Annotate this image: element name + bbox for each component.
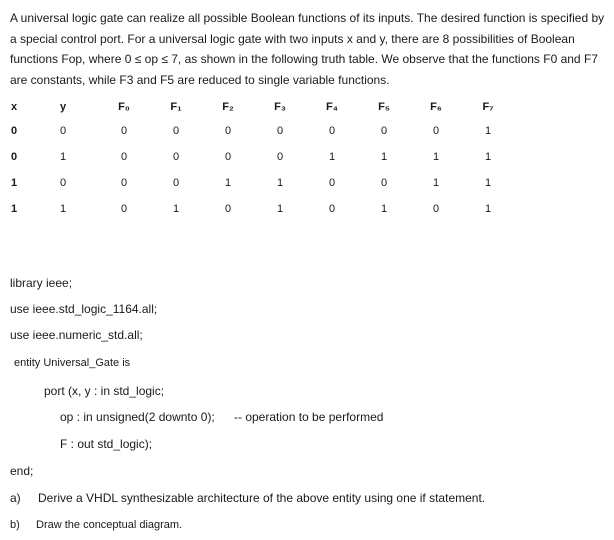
cell: 1 [224, 177, 232, 189]
header-f1: F₁ [170, 101, 182, 113]
question-a-label: a) [10, 491, 21, 505]
header-y: y [59, 101, 67, 113]
question-b-label: b) [10, 519, 20, 531]
table-row [0, 196, 514, 222]
cell: 0 [276, 125, 284, 137]
header-f3: F₃ [274, 101, 286, 113]
cell: 1 [484, 151, 492, 163]
cell: 1 [484, 125, 492, 137]
cell: 1 [10, 203, 18, 215]
cell: 0 [328, 203, 336, 215]
cell: 0 [120, 177, 128, 189]
cell: 0 [328, 125, 336, 137]
code-port: port (x, y : in std_logic; [44, 384, 165, 398]
cell: 1 [328, 151, 336, 163]
table-row [0, 144, 514, 170]
cell: 1 [432, 151, 440, 163]
cell: 0 [120, 125, 128, 137]
cell: 1 [432, 177, 440, 189]
cell: 1 [59, 203, 67, 215]
cell: 0 [59, 125, 67, 137]
question-a-text: Derive a VHDL synthesizable architecture of the above entity using one if statement. [38, 491, 486, 505]
header-f0: F₀ [118, 101, 130, 113]
table-row [0, 118, 514, 144]
header-f2: F₂ [222, 101, 234, 113]
cell: 0 [10, 151, 18, 163]
cell: 0 [380, 125, 388, 137]
cell: 0 [172, 125, 180, 137]
cell: 0 [59, 177, 67, 189]
header-f4: F₄ [326, 101, 338, 113]
cell: 0 [120, 151, 128, 163]
table-row [0, 170, 514, 196]
cell: 0 [172, 177, 180, 189]
cell: 0 [432, 203, 440, 215]
question-b-text: Draw the conceptual diagram. [36, 519, 183, 531]
cell: 1 [10, 177, 18, 189]
code-op-port: op : in unsigned(2 downto 0); [60, 410, 215, 424]
code-entity: entity Universal_Gate is [14, 357, 131, 369]
cell: 0 [224, 151, 232, 163]
cell: 1 [380, 151, 388, 163]
cell: 0 [432, 125, 440, 137]
code-library: library ieee; [10, 276, 73, 290]
code-use-std-logic: use ieee.std_logic_1164.all; [10, 302, 158, 316]
header-f7: F₇ [482, 101, 494, 113]
table-header-row [0, 96, 514, 118]
header-f5: F₅ [378, 101, 390, 113]
cell: 0 [276, 151, 284, 163]
cell: 1 [276, 177, 284, 189]
cell: 0 [172, 151, 180, 163]
code-use-numeric: use ieee.numeric_std.all; [10, 328, 143, 342]
cell: 0 [224, 125, 232, 137]
cell: 0 [328, 177, 336, 189]
code-op-comment: -- operation to be performed [234, 410, 384, 424]
code-end: end; [10, 464, 34, 478]
cell: 1 [484, 203, 492, 215]
truth-table [0, 96, 514, 222]
cell: 1 [172, 203, 180, 215]
header-f6: F₆ [430, 101, 442, 113]
cell: 1 [380, 203, 388, 215]
header-x: x [10, 101, 18, 113]
cell: 0 [380, 177, 388, 189]
cell: 0 [10, 125, 18, 137]
code-f-port: F : out std_logic); [60, 437, 153, 451]
cell: 1 [59, 151, 67, 163]
cell: 1 [276, 203, 284, 215]
cell: 0 [120, 203, 128, 215]
cell: 0 [224, 203, 232, 215]
cell: 1 [484, 177, 492, 189]
problem-intro: A universal logic gate can realize all possible Boolean functions of its inputs. The desired function is specified by a special control port. For a universal logic gate with two inputs x and y, there are 8 possibilities of Boolean functions Fop, where 0 ≤ op ≤ 7, as shown in the following truth table. We observe that the functions F0 and F7 are constants, while F3 and F5 are reduced to single variable functions. [10, 11, 605, 87]
